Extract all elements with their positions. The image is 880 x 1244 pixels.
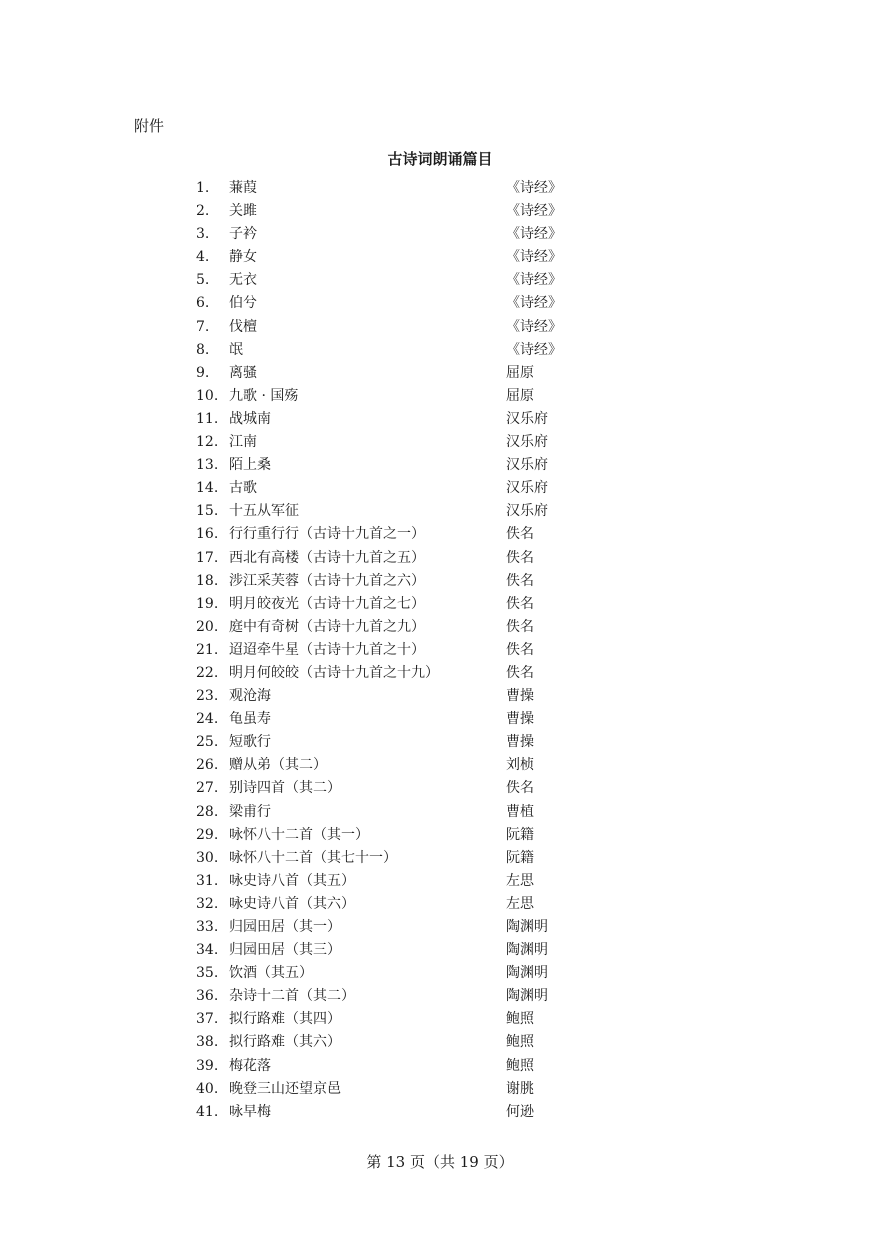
poem-title: 咏史诗八首（其六） xyxy=(229,895,355,912)
poem-title: 赠从弟（其二） xyxy=(229,757,327,774)
item-number: 35. xyxy=(196,965,219,982)
poem-title: 明月何皎皎（古诗十九首之十九） xyxy=(229,664,439,681)
poem-title: 静女 xyxy=(229,249,257,266)
poem-author: 《诗经》 xyxy=(506,249,562,266)
item-number: 12. xyxy=(196,434,219,451)
poem-title: 江南 xyxy=(229,434,257,451)
poem-title: 无衣 xyxy=(229,272,257,289)
item-number: 6. xyxy=(196,295,210,312)
poem-title: 行行重行行（古诗十九首之一） xyxy=(229,526,425,543)
poem-title: 关雎 xyxy=(229,203,257,220)
item-number: 14. xyxy=(196,480,219,497)
poem-author: 《诗经》 xyxy=(506,272,562,289)
poem-author: 佚名 xyxy=(506,780,534,797)
list-item xyxy=(196,685,616,708)
poem-author: 屈原 xyxy=(506,387,534,404)
poem-title: 战城南 xyxy=(229,410,271,427)
list-item xyxy=(196,916,616,939)
list-item xyxy=(196,385,616,408)
poem-title: 咏史诗八首（其五） xyxy=(229,872,355,889)
poem-title: 短歌行 xyxy=(229,734,271,751)
list-item xyxy=(196,777,616,800)
item-number: 21. xyxy=(196,641,219,658)
poem-author: 陶渊明 xyxy=(506,942,548,959)
poem-title: 归园田居（其三） xyxy=(229,942,341,959)
item-number: 29. xyxy=(196,826,219,843)
poem-title: 归园田居（其一） xyxy=(229,919,341,935)
poem-author: 佚名 xyxy=(506,664,534,681)
item-number: 2. xyxy=(196,203,210,220)
list-item xyxy=(196,1101,616,1124)
poem-title: 蒹葭 xyxy=(229,180,257,196)
poem-list xyxy=(196,177,616,1124)
list-item xyxy=(196,939,616,962)
item-number: 38. xyxy=(196,1034,219,1051)
item-number: 26. xyxy=(196,757,219,774)
list-item xyxy=(196,362,616,385)
item-number: 13. xyxy=(196,457,219,474)
list-item xyxy=(196,431,616,454)
list-item xyxy=(196,246,616,269)
poem-author: 《诗经》 xyxy=(506,295,562,312)
poem-author: 鲍照 xyxy=(506,1011,534,1028)
poem-author: 《诗经》 xyxy=(506,341,562,358)
item-number: 20. xyxy=(196,618,219,635)
item-number: 27. xyxy=(196,780,219,797)
item-number: 30. xyxy=(196,849,219,866)
item-number: 3. xyxy=(196,226,210,243)
poem-title: 拟行路难（其六） xyxy=(229,1034,341,1051)
item-number: 5. xyxy=(196,272,210,289)
item-number: 17. xyxy=(196,549,219,566)
poem-author: 陶渊明 xyxy=(506,988,548,1005)
list-item xyxy=(196,593,616,616)
poem-author: 佚名 xyxy=(506,618,534,635)
poem-author: 曹操 xyxy=(506,688,534,705)
item-number: 39. xyxy=(196,1057,219,1074)
poem-title: 涉江采芙蓉（古诗十九首之六） xyxy=(229,572,425,589)
poem-author: 何逊 xyxy=(506,1103,534,1120)
list-item xyxy=(196,801,616,824)
poem-author: 左思 xyxy=(506,895,534,912)
item-number: 7. xyxy=(196,318,210,335)
list-item xyxy=(196,985,616,1008)
poem-title: 陌上桑 xyxy=(229,457,271,474)
item-number: 1. xyxy=(196,180,210,196)
item-number: 36. xyxy=(196,988,219,1005)
poem-author: 《诗经》 xyxy=(506,318,562,335)
item-number: 22. xyxy=(196,664,219,681)
poem-title: 梅花落 xyxy=(229,1057,271,1074)
poem-title: 梁甫行 xyxy=(229,803,271,820)
poem-author: 曹操 xyxy=(506,711,534,728)
list-item xyxy=(196,847,616,870)
poem-author: 汉乐府 xyxy=(506,503,548,520)
poem-author: 鲍照 xyxy=(506,1057,534,1074)
item-number: 16. xyxy=(196,526,219,543)
item-number: 8. xyxy=(196,341,210,358)
list-item xyxy=(196,177,616,200)
list-item xyxy=(196,1031,616,1054)
poem-title: 拟行路难（其四） xyxy=(229,1011,341,1028)
item-number: 10. xyxy=(196,387,219,404)
item-number: 18. xyxy=(196,572,219,589)
poem-title: 氓 xyxy=(229,341,243,358)
poem-author: 《诗经》 xyxy=(506,180,562,196)
attachment-label: 附件 xyxy=(134,117,165,135)
list-item xyxy=(196,477,616,500)
poem-title: 晚登三山还望京邑 xyxy=(229,1080,341,1097)
list-item xyxy=(196,316,616,339)
poem-title: 古歌 xyxy=(229,480,257,497)
poem-author: 曹操 xyxy=(506,734,534,751)
poem-title: 西北有高楼（古诗十九首之五） xyxy=(229,549,425,566)
poem-author: 汉乐府 xyxy=(506,457,548,474)
item-number: 25. xyxy=(196,734,219,751)
list-item xyxy=(196,639,616,662)
poem-author: 陶渊明 xyxy=(506,919,548,935)
list-item xyxy=(196,500,616,523)
list-item xyxy=(196,893,616,916)
list-item xyxy=(196,223,616,246)
poem-author: 汉乐府 xyxy=(506,480,548,497)
list-item xyxy=(196,1008,616,1031)
poem-title: 迢迢牵牛星（古诗十九首之十） xyxy=(229,641,425,658)
poem-title: 别诗四首（其二） xyxy=(229,780,341,797)
poem-title: 明月皎夜光（古诗十九首之七） xyxy=(229,595,425,612)
poem-author: 屈原 xyxy=(506,364,534,381)
item-number: 31. xyxy=(196,872,219,889)
list-item xyxy=(196,824,616,847)
list-item xyxy=(196,662,616,685)
poem-title: 咏早梅 xyxy=(229,1103,271,1120)
page-footer: 第 13 页（共 19 页） xyxy=(366,1153,514,1171)
item-number: 32. xyxy=(196,895,219,912)
item-number: 11. xyxy=(196,410,219,427)
item-number: 37. xyxy=(196,1011,219,1028)
poem-title: 离骚 xyxy=(229,364,257,381)
item-number: 15. xyxy=(196,503,219,520)
list-item xyxy=(196,454,616,477)
item-number: 19. xyxy=(196,595,219,612)
poem-author: 阮籍 xyxy=(506,826,534,843)
poem-title: 九歌 · 国殇 xyxy=(229,387,299,404)
list-item xyxy=(196,754,616,777)
poem-title: 咏怀八十二首（其七十一） xyxy=(229,849,397,866)
page-title: 古诗词朗诵篇目 xyxy=(387,150,493,168)
list-item xyxy=(196,616,616,639)
list-item xyxy=(196,547,616,570)
item-number: 24. xyxy=(196,711,219,728)
item-number: 9. xyxy=(196,364,210,381)
item-number: 34. xyxy=(196,942,219,959)
poem-title: 伯兮 xyxy=(229,295,257,312)
item-number: 4. xyxy=(196,249,210,266)
poem-author: 佚名 xyxy=(506,549,534,566)
poem-author: 佚名 xyxy=(506,526,534,543)
poem-author: 《诗经》 xyxy=(506,226,562,243)
poem-title: 观沧海 xyxy=(229,688,271,705)
poem-author: 佚名 xyxy=(506,641,534,658)
item-number: 33. xyxy=(196,919,219,935)
poem-author: 谢朓 xyxy=(506,1080,534,1097)
poem-title: 饮酒（其五） xyxy=(229,965,313,982)
item-number: 28. xyxy=(196,803,219,820)
poem-title: 庭中有奇树（古诗十九首之九） xyxy=(229,618,425,635)
poem-title: 子衿 xyxy=(229,226,257,243)
poem-title: 龟虽寿 xyxy=(229,711,271,728)
poem-author: 汉乐府 xyxy=(506,434,548,451)
item-number: 40. xyxy=(196,1080,219,1097)
list-item xyxy=(196,962,616,985)
poem-author: 陶渊明 xyxy=(506,965,548,982)
list-item xyxy=(196,570,616,593)
list-item xyxy=(196,339,616,362)
poem-author: 左思 xyxy=(506,872,534,889)
item-number: 41. xyxy=(196,1103,219,1120)
item-number: 23. xyxy=(196,688,219,705)
poem-title: 伐檀 xyxy=(229,318,257,335)
poem-author: 刘桢 xyxy=(506,757,534,774)
list-item xyxy=(196,731,616,754)
poem-author: 阮籍 xyxy=(506,849,534,866)
poem-author: 鲍照 xyxy=(506,1034,534,1051)
poem-title: 杂诗十二首（其二） xyxy=(229,988,355,1005)
list-item xyxy=(196,523,616,546)
poem-title: 十五从军征 xyxy=(229,503,299,520)
poem-author: 曹植 xyxy=(506,803,534,820)
list-item xyxy=(196,269,616,292)
poem-author: 《诗经》 xyxy=(506,203,562,220)
list-item xyxy=(196,708,616,731)
list-item xyxy=(196,1055,616,1078)
list-item xyxy=(196,408,616,431)
list-item xyxy=(196,1078,616,1101)
poem-author: 佚名 xyxy=(506,572,534,589)
list-item xyxy=(196,870,616,893)
poem-author: 汉乐府 xyxy=(506,410,548,427)
poem-author: 佚名 xyxy=(506,595,534,612)
list-item xyxy=(196,292,616,315)
list-item xyxy=(196,200,616,223)
poem-title: 咏怀八十二首（其一） xyxy=(229,826,369,843)
